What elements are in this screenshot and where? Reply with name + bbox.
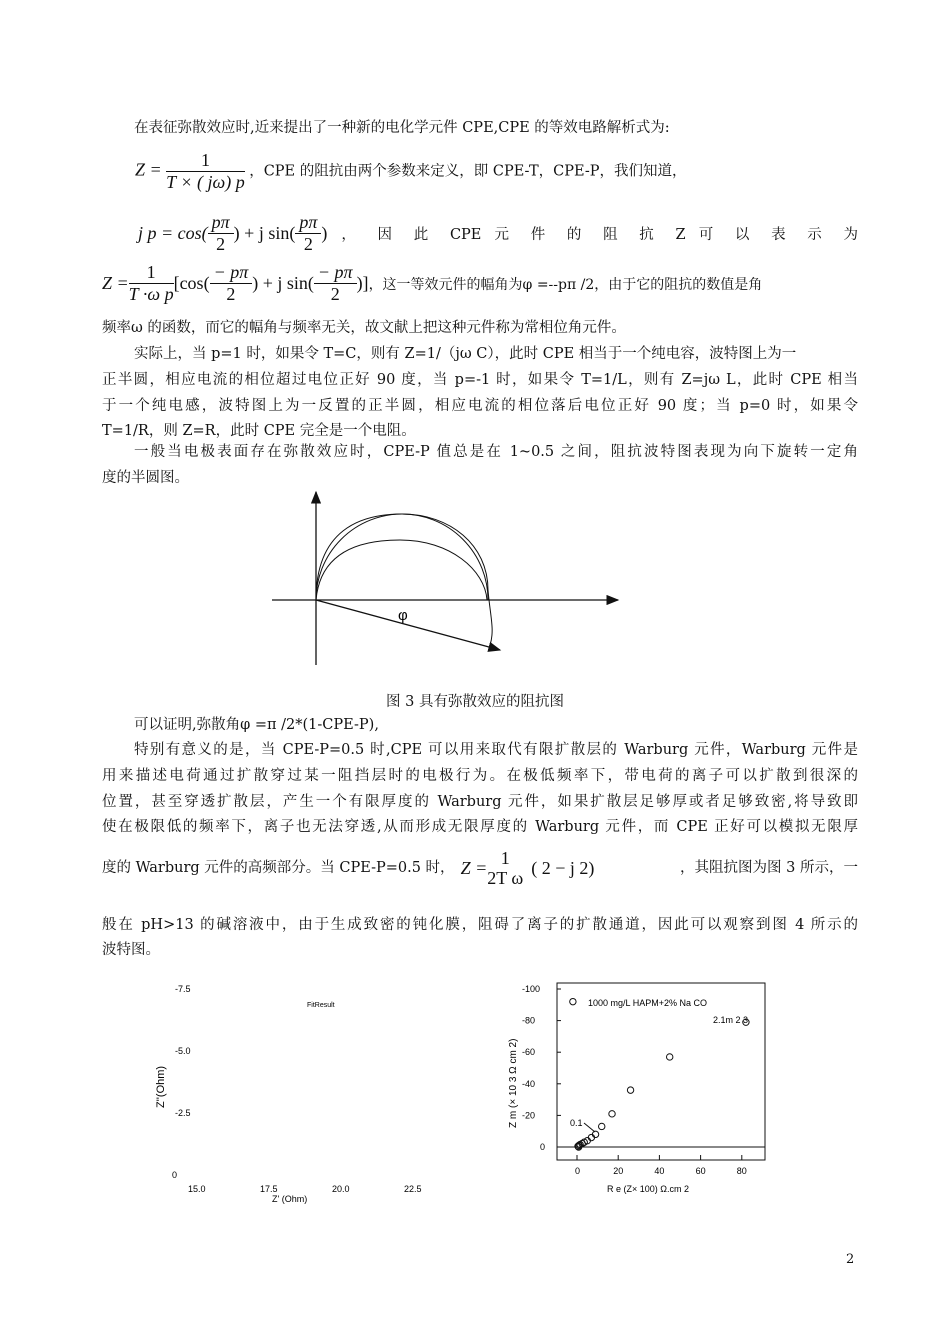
eq-numerator: pπ	[208, 212, 234, 234]
x-tick-label: 60	[695, 1166, 706, 1176]
eq-post: ，其阻抗图为图 3 所示，一	[680, 860, 858, 876]
x-tick-label: 20	[613, 1166, 624, 1176]
eq-numerator: 1	[129, 262, 174, 284]
y-tick-label: -100	[522, 984, 541, 994]
y-axis-label: Z''(Ohm)	[155, 1065, 167, 1108]
data-point	[627, 1087, 633, 1093]
x-tick-label: 80	[736, 1166, 747, 1176]
fit-result-chart	[150, 980, 450, 1210]
paragraph-line: 正半圆，相应电流的相位超过电位正好 90 度，当 p=-1 时，如果令 T=1/L，则有 Z=jω L，此时 CPE 相当	[102, 372, 858, 388]
semicircle	[316, 540, 487, 600]
eq-denominator: 2T ω	[487, 868, 524, 888]
paragraph-line: 波特图。	[102, 942, 160, 958]
eq-pre: 度的 Warburg 元件的高频部分。当 CPE-P=0.5 时，	[102, 860, 455, 876]
data-point	[609, 1111, 615, 1117]
figure-3-caption: 图 3 具有弥散效应的阻抗图	[386, 694, 564, 710]
nyquist-chart	[500, 980, 780, 1215]
eq-denominator: T × ( jω) p	[166, 172, 245, 192]
y-tick-label: -60	[522, 1047, 536, 1058]
ideal-semicircle	[316, 514, 488, 600]
depressed-semicircle	[316, 514, 492, 645]
data-point	[599, 1123, 605, 1129]
y-tick-label: -7.5	[175, 984, 191, 994]
y-tick-label: 0	[172, 1170, 178, 1180]
paragraph-line: 实际上，当 p=1 时，如果令 T=C，则有 Z=1/（jω C），此时 CPE 相当于一个纯电容，波特图上为一	[134, 346, 797, 362]
paragraph-line: 可以证明,弥散角φ =π /2*(1-CPE-P),	[134, 717, 379, 733]
eq-numerator: pπ	[295, 212, 321, 234]
eq-part: )]	[356, 273, 369, 293]
x-tick-label: 20.0	[332, 1184, 350, 1194]
eq-lhs: Z =	[102, 273, 129, 293]
eq-denominator: 2	[226, 284, 236, 304]
rotation-vector-arrow	[316, 600, 500, 650]
eq-end: )	[321, 223, 328, 243]
eq-lhs: Z =	[460, 858, 488, 878]
data-point	[667, 1054, 673, 1060]
x-tick-label: 40	[654, 1166, 665, 1176]
y-tick-label: -5.0	[175, 1046, 191, 1056]
chart-title-2: 2.1m 2 3	[713, 1015, 749, 1025]
plot-frame	[557, 983, 765, 1160]
eq-denominator: T ·ω p	[128, 284, 174, 304]
eq-part: ) + j sin(	[252, 273, 314, 293]
eq-lhs: Z =	[135, 159, 162, 180]
eq-denominator: 2	[216, 234, 226, 254]
eq-numerator: 1	[166, 150, 245, 172]
eq-text: ，CPE 的阻抗由两个参数来定义，即 CPE-T，CPE-P，我们知道，	[249, 163, 687, 180]
paragraph-cpe-function: 频率ω 的函数，而它的幅角与频率无关，故文献上把这种元件称为常相位角元件。	[102, 320, 626, 336]
y-tick-label: -20	[522, 1110, 536, 1121]
equation-warburg-line	[102, 848, 858, 888]
y-tick-label: -80	[522, 1015, 536, 1026]
y-tick-label: -40	[522, 1078, 536, 1089]
eq-numerator: 1	[500, 848, 510, 868]
paragraph-line: 一般当电极表面存在弥散效应时，CPE-P 值总是在 1~0.5 之间，阻抗波特图表现为向下旋转一定角	[134, 444, 858, 460]
annotation-label: 0.1	[570, 1118, 583, 1128]
x-axis-label: Z' (Ohm)	[272, 1194, 308, 1204]
eq-rhs: ( 2 − j 2)	[531, 858, 595, 878]
paragraph-intro: 在表征弥散效应时,近来提出了一种新的电化学元件 CPE,CPE 的等效电路解析式为:	[134, 120, 670, 136]
eq-mid: ) + j sin(	[233, 223, 296, 243]
paragraph-line: T=1/R，则 Z=R，此时 CPE 完全是一个电阻。	[102, 423, 416, 439]
eq-lhs: j p = cos(	[138, 223, 208, 243]
eq-numerator: − pπ	[210, 262, 253, 284]
x-tick-label: 22.5	[404, 1184, 422, 1194]
paragraph-line: 使在极限低的频率下，离子也无法穿透,从而形成无限厚度的 Warburg 元件，而 CPE 正好可以模拟无限厚	[102, 819, 858, 835]
y-axis-label: Z m (× 10 3 Ω cm 2)	[508, 1038, 519, 1128]
x-tick-label: 15.0	[188, 1184, 206, 1194]
phi-label: φ	[398, 607, 408, 624]
annotation-arrow	[584, 1123, 595, 1132]
eq-numerator: − pπ	[314, 262, 357, 284]
eq-text: ，这一等效元件的幅角为φ =--pπ /2，由于它的阻抗的数值是角	[368, 276, 763, 293]
chart-title: 1000 mg/L HAPM+2% Na CO	[588, 998, 707, 1008]
y-tick-label: 0	[540, 1142, 546, 1152]
x-tick-label: 0	[575, 1166, 581, 1176]
paragraph-line: 用来描述电荷通过扩散穿过某一阻挡层时的电极行为。在极低频率下，带电荷的离子可以扩散到很深的	[102, 768, 858, 784]
paragraph-line: 般在 pH>13 的碱溶液中，由于生成致密的钝化膜，阻碍了离子的扩散通道，因此可以观察到图 4 所示的	[102, 917, 858, 933]
eq-denominator: 2	[330, 284, 340, 304]
eq-part: [cos(	[173, 273, 210, 293]
paragraph-line: 于一个纯电感，波特图上为一反置的正半圆，相应电流的相位落后电位正好 90 度；当 p=0 时，如果令	[102, 398, 858, 414]
x-tick-label: 17.5	[260, 1184, 278, 1194]
eq-text: ， 因 此 CPE 元 件 的 阻 抗 Z 可 以 表 示 为	[341, 227, 858, 243]
data-point	[570, 998, 576, 1004]
paragraph-line: 位置，甚至穿透扩散层，产生一个有限厚度的 Warburg 元件，如果扩散层足够厚或者足够致密,将导致即	[102, 794, 858, 810]
paragraph-line: 特别有意义的是，当 CPE-P=0.5 时,CPE 可以用来取代有限扩散层的 Warburg 元件，Warburg 元件是	[134, 742, 858, 758]
page-number: 2	[846, 1252, 855, 1267]
eq-denominator: 2	[303, 234, 313, 254]
paragraph-line: 度的半圆图。	[102, 470, 189, 486]
y-tick-label: -2.5	[175, 1108, 191, 1118]
chart-title: FitResult	[307, 1002, 335, 1009]
x-axis-label: R e (Z× 100) Ω.cm 2	[607, 1184, 690, 1194]
